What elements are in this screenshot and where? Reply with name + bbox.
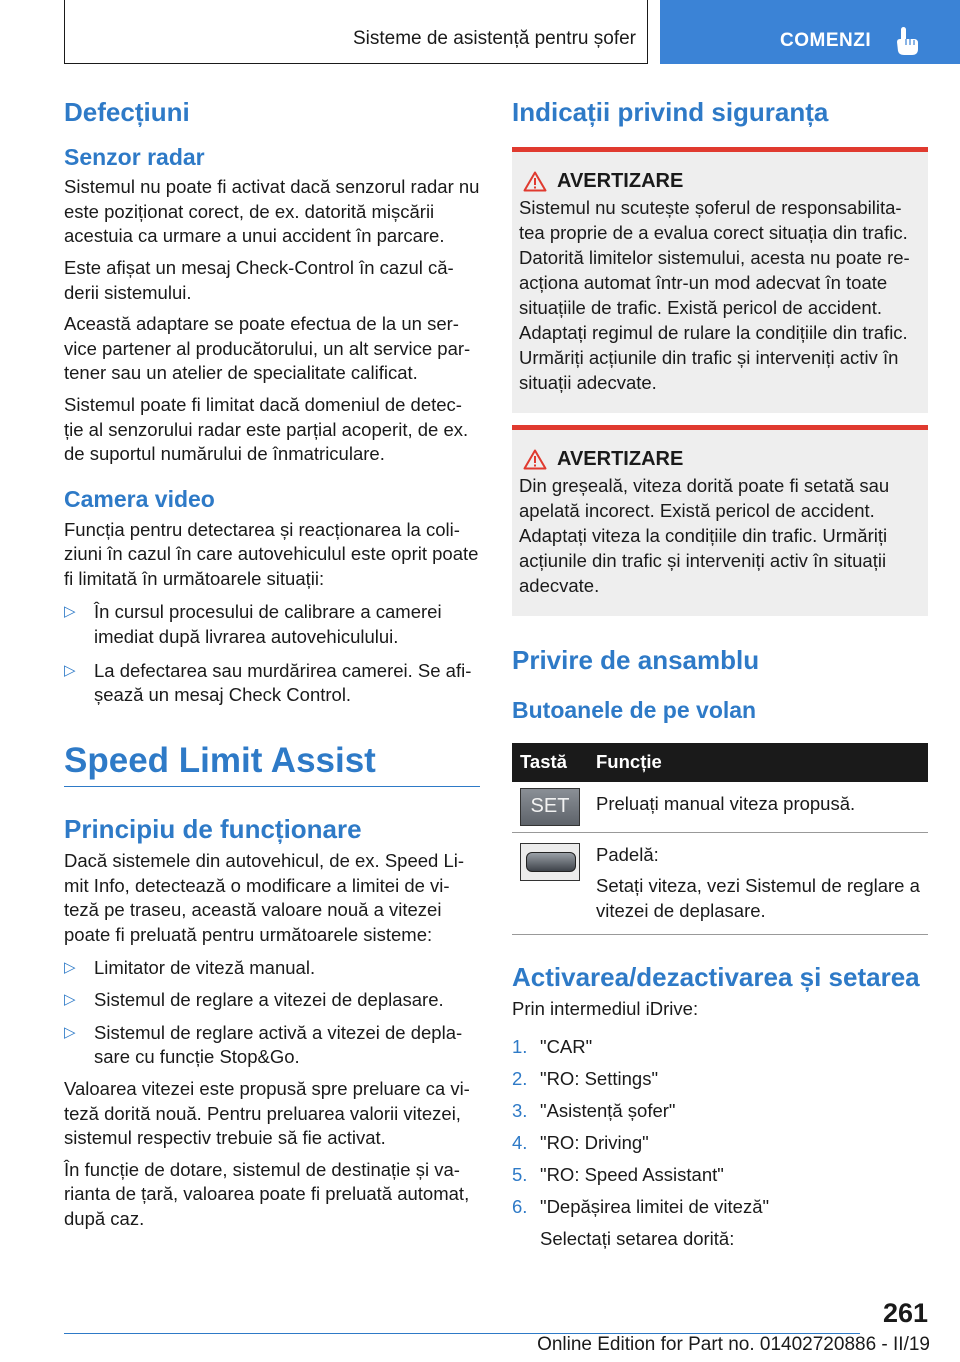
function-cell <box>596 782 928 833</box>
table-row <box>512 832 928 934</box>
camera-intro: Funcția pentru detectarea și reacționarea la coli-ziuni în cazul în care autovehiculul este oprit poate fi limitată în următoarele situații: <box>64 518 479 589</box>
list-item: 6. "Depășirea limitei de viteză" <box>512 1196 770 1218</box>
triangle-bullet-icon: ▷ <box>64 958 76 976</box>
left-column <box>64 96 480 1232</box>
page-number: 261 <box>882 1298 928 1328</box>
final-note: Selectați setarea dorită: <box>540 1227 735 1249</box>
table-header-row <box>512 743 928 782</box>
radar-paragraph: Sistemul nu poate fi activat dacă senzorul radar nu este poziționat corect, de ex. datorită mișcării acestuia ca urmare a unui accident în parcare. <box>64 176 480 247</box>
warning-triangle-icon <box>523 171 547 192</box>
warning-text: Din greșeală, viteza dorită poate fi setată sau apelată incorect. Există pericol de accident. Adaptați viteza la condițiile din trafic. Urmăriți acțiunile din trafic și interveniți activ în situații adecvate. <box>519 474 890 596</box>
principle-paragraph: Valoarea vitezei este propusă spre preluare ca vi-teză dorită nouă. Pentru preluarea valorii vitezei, sistemul respectiv trebuie să fie activat. <box>64 1077 470 1149</box>
list-item: 4. "RO: Driving" <box>512 1131 649 1153</box>
warning-box <box>512 425 928 616</box>
heading-divider <box>64 786 480 787</box>
warning-triangle-icon <box>523 449 547 470</box>
function-cell <box>596 832 928 934</box>
radar-paragraph: Este afișat un mesaj Check-Control în cazul că-derii sistemului. <box>64 257 454 303</box>
radar-heading: Senzor radar <box>64 143 205 170</box>
key-cell <box>512 782 596 833</box>
radar-paragraph: Această adaptare se poate efectua de la un ser-vice partener al producătorului, un alt service par-tener sau un atelier de specialitate calificat. <box>64 313 471 384</box>
warning-label: AVERTIZARE <box>557 447 684 470</box>
list-item: 5. "RO: Speed Assistant" <box>512 1164 724 1185</box>
footer-edition: Online Edition for Part no. 01402720886 - II/19 <box>537 1334 930 1355</box>
principle-list <box>64 956 480 1070</box>
warning-box <box>512 147 928 413</box>
key-cell <box>512 832 596 934</box>
triangle-bullet-icon: ▷ <box>64 991 76 1009</box>
activation-heading: Activarea/dezactivarea și setarea <box>512 961 920 992</box>
list-item: 1. "CAR" <box>512 1035 593 1057</box>
list-item: 3. "Asistență șofer" <box>512 1099 676 1121</box>
header-section-title: Sisteme de asistență pentru șofer <box>352 28 636 49</box>
table-row <box>512 782 928 833</box>
principle-heading: Principiu de funcționare <box>64 813 362 844</box>
right-column <box>512 96 928 1251</box>
list-item: 2. "RO: Settings" <box>512 1067 659 1089</box>
pointing-hand-icon <box>894 25 920 57</box>
buttons-heading: Butoanele de pe volan <box>512 697 757 723</box>
paddle-icon <box>520 843 580 881</box>
function-text: Setați viteza, vezi Sistemul de reglare a vitezei de deplasare. <box>596 875 920 921</box>
camera-heading: Camera video <box>64 485 215 512</box>
list-item: ▷ Sistemul de reglare activă a vitezei de depla-sare cu funcție Stop&Go. <box>64 1021 463 1068</box>
triangle-bullet-icon: ▷ <box>64 661 76 679</box>
principle-intro: Dacă sistemele din autovehicul, de ex. Speed Li-mit Info, detectează o modificare a limitei de vi-teză pe traseu, această valoare nouă a vitezei poate fi preluată pentru următoarele sisteme: <box>64 850 465 945</box>
triangle-bullet-icon: ▷ <box>64 1023 76 1041</box>
defects-heading: Defecțiuni <box>64 97 190 127</box>
camera-list <box>64 600 480 707</box>
radar-paragraph: Sistemul poate fi limitat dacă domeniul de detec-ție al senzorului radar este parțial acoperit, de ex. de suportul numărului de înmatriculare. <box>64 394 469 465</box>
list-item: ▷ Limitator de viteză manual. <box>64 956 480 981</box>
tab-comenzi-label: COMENZI <box>780 30 872 51</box>
function-text: Preluați manual viteza propusă. <box>596 792 856 814</box>
warning-text: Sistemul nu scutește șoferul de responsabilita-tea proprie de a evalua corect situația din trafic. Datorită limitelor sistemului, acesta nu poate re-acționa automat într-un mod adecvat în toate situațiile de trafic. Există pericol de accident. Adaptați regimul de rulare la condițiile din trafic. Urmăriți acțiunile din trafic și interveniți activ în situații adecvate. <box>519 196 910 393</box>
function-text: Padelă: <box>596 843 659 865</box>
set-button-icon <box>520 788 580 826</box>
principle-paragraph: În funcție de dotare, sistemul de destinație și va-rianta de țară, valoarea poate fi preluată automat, după caz. <box>64 1158 470 1229</box>
column-header-key: Tastă <box>512 743 596 782</box>
list-item: ▷ La defectarea sau murdărirea camerei. Se afi-șează un mesaj Check Control. <box>64 659 472 706</box>
steps-list <box>512 1035 928 1220</box>
warning-label: AVERTIZARE <box>557 169 684 192</box>
activation-intro: Prin intermediul iDrive: <box>512 998 699 1020</box>
speed-limit-assist-heading: Speed Limit Assist <box>64 740 376 780</box>
list-item: ▷ Sistemul de reglare a vitezei de deplasare. <box>64 988 480 1013</box>
set-button-label: SET <box>530 795 570 818</box>
overview-heading: Privire de ansamblu <box>512 644 760 675</box>
safety-heading: Indicații privind siguranța <box>512 97 829 127</box>
list-item: ▷ În cursul procesului de calibrare a camerei imediat după livrarea autovehiculului. <box>64 601 442 647</box>
triangle-bullet-icon: ▷ <box>64 603 76 621</box>
buttons-table <box>512 743 928 935</box>
warning-header <box>519 448 920 471</box>
column-header-function: Funcție <box>596 743 928 782</box>
warning-header <box>519 170 920 193</box>
